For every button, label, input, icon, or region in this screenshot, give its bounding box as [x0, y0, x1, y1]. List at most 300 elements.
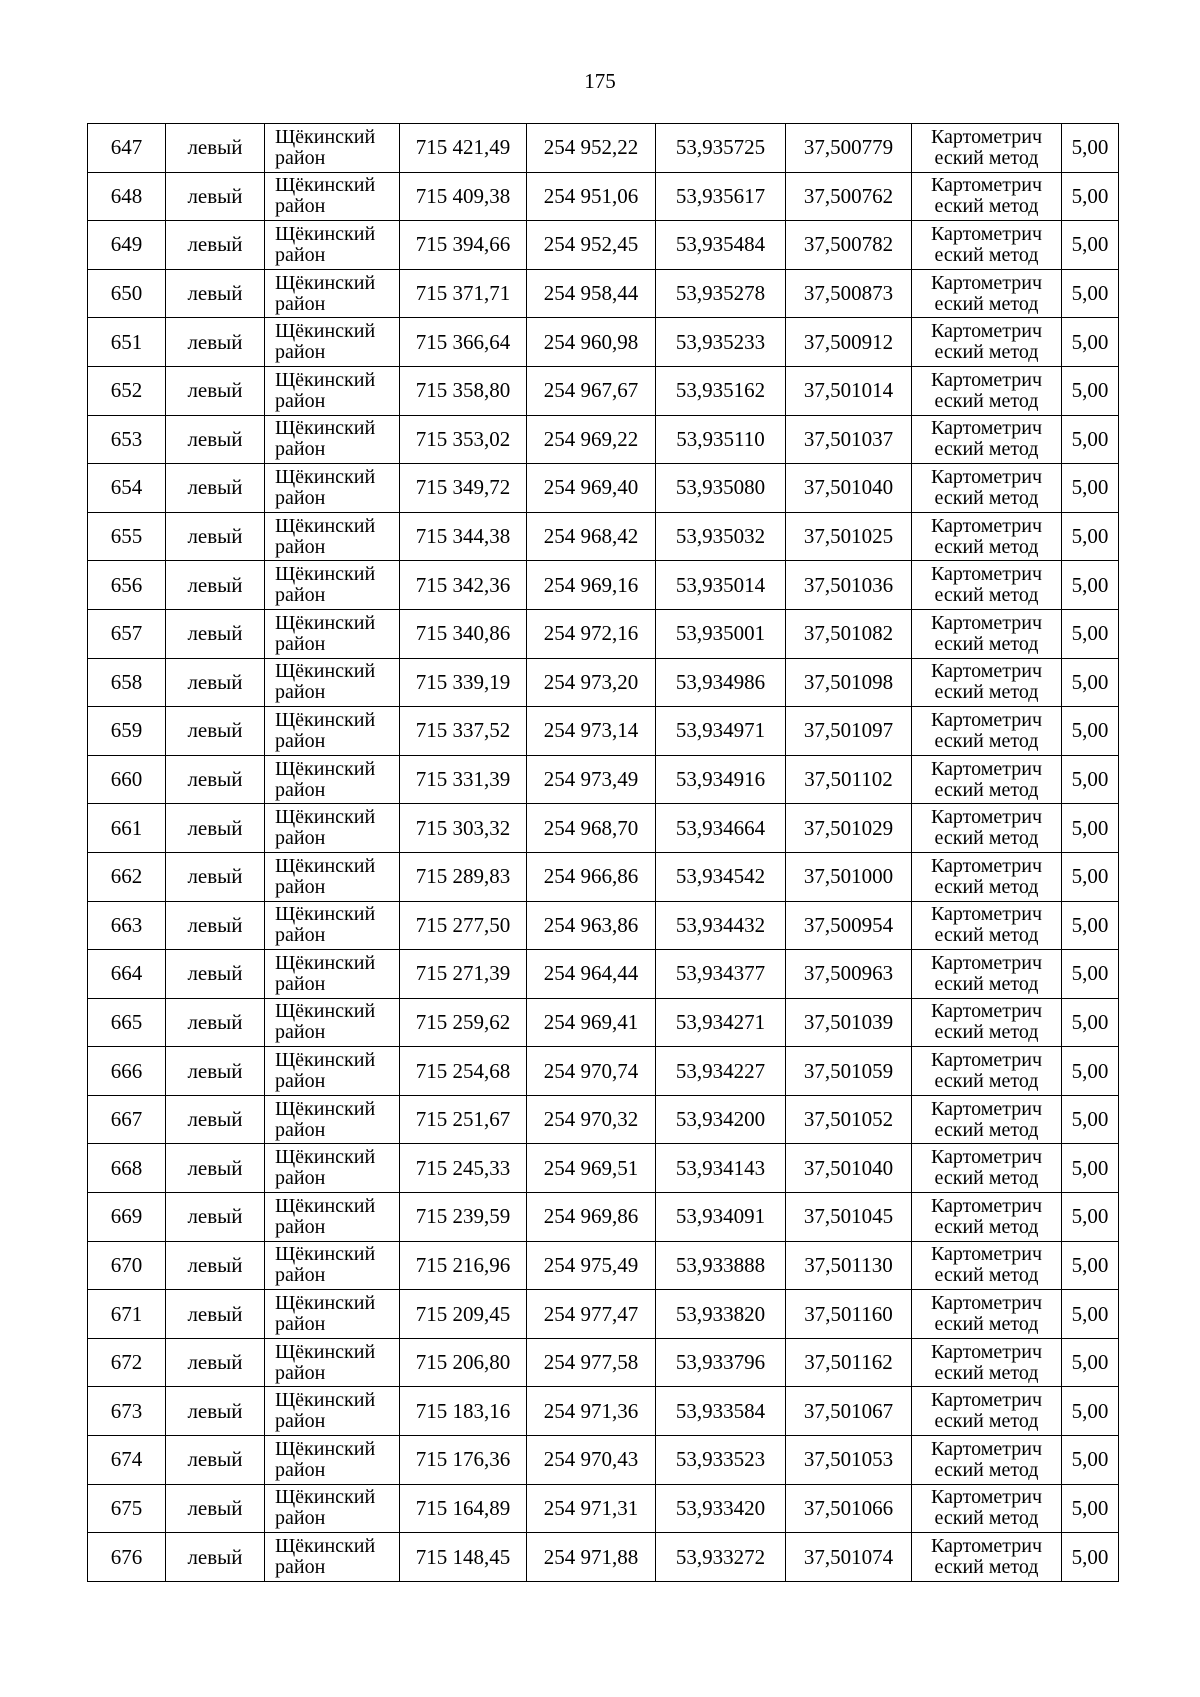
method-cell	[912, 561, 1062, 610]
method-cell-text: Картометрич еский метод	[930, 611, 1043, 655]
side-cell-text: левый	[187, 135, 243, 160]
y-coordinate-cell	[527, 172, 656, 221]
latitude-cell-text: 53,935080	[675, 475, 766, 500]
latitude-cell	[656, 609, 786, 658]
x-coordinate-cell-text: 715 353,02	[415, 426, 511, 451]
longitude-cell-text: 37,501102	[804, 767, 893, 792]
point-number-cell-text: 648	[110, 183, 143, 208]
method-cell	[912, 707, 1062, 756]
side-cell	[166, 221, 265, 270]
longitude-cell	[786, 901, 912, 950]
side-cell	[166, 707, 265, 756]
table-row	[88, 998, 1119, 1047]
side-cell-text: левый	[187, 767, 243, 792]
accuracy-cell-text: 5,00	[1071, 1398, 1109, 1423]
district-cell	[265, 512, 400, 561]
latitude-cell	[656, 658, 786, 707]
page-number: 175	[584, 69, 616, 93]
district-cell-text: Щёкинский район	[275, 1535, 376, 1579]
x-coordinate-cell-text: 715 371,71	[415, 281, 511, 306]
accuracy-cell-text: 5,00	[1071, 1204, 1109, 1229]
accuracy-cell	[1062, 998, 1119, 1047]
district-cell-text: Щёкинский район	[275, 1292, 376, 1336]
method-cell	[912, 464, 1062, 513]
method-cell-text: Картометрич еский метод	[930, 1340, 1043, 1384]
longitude-cell	[786, 464, 912, 513]
longitude-cell-text: 37,501045	[803, 1204, 894, 1229]
longitude-cell	[786, 221, 912, 270]
point-number-cell	[88, 1193, 166, 1242]
table-row	[88, 755, 1119, 804]
x-coordinate-cell-text: 715 421,49	[415, 135, 511, 160]
longitude-cell-text: 37,500963	[803, 961, 894, 986]
method-cell-text: Картометрич еский метод	[930, 708, 1043, 752]
latitude-cell	[656, 561, 786, 610]
table-row	[88, 707, 1119, 756]
x-coordinate-cell	[400, 852, 527, 901]
x-coordinate-cell	[400, 609, 527, 658]
longitude-cell-text: 37,500912	[803, 329, 894, 354]
accuracy-cell	[1062, 901, 1119, 950]
method-cell	[912, 1193, 1062, 1242]
district-cell	[265, 124, 400, 173]
district-cell	[265, 998, 400, 1047]
district-cell	[265, 852, 400, 901]
accuracy-cell	[1062, 318, 1119, 367]
x-coordinate-cell-text: 715 164,89	[415, 1495, 511, 1520]
point-number-cell	[88, 561, 166, 610]
x-coordinate-cell	[400, 561, 527, 610]
method-cell-text: Картометрич еский метод	[930, 1535, 1043, 1579]
latitude-cell	[656, 124, 786, 173]
point-number-cell	[88, 998, 166, 1047]
x-coordinate-cell-text: 715 337,52	[415, 718, 511, 743]
latitude-cell-text: 53,933523	[675, 1447, 766, 1472]
point-number-cell	[88, 221, 166, 270]
method-cell	[912, 221, 1062, 270]
side-cell	[166, 901, 265, 950]
side-cell-text: левый	[187, 1495, 243, 1520]
point-number-cell	[88, 609, 166, 658]
y-coordinate-cell-text: 254 969,40	[543, 475, 639, 500]
longitude-cell-text: 37,501066	[803, 1495, 894, 1520]
x-coordinate-cell	[400, 1387, 527, 1436]
side-cell	[166, 1241, 265, 1290]
latitude-cell	[656, 1144, 786, 1193]
district-cell	[265, 172, 400, 221]
y-coordinate-cell-text: 254 958,44	[543, 281, 639, 306]
table-row	[88, 561, 1119, 610]
side-cell	[166, 658, 265, 707]
latitude-cell-text: 53,934377	[675, 961, 766, 986]
latitude-cell	[656, 1484, 786, 1533]
method-cell-text: Картометрич еский метод	[930, 271, 1043, 315]
x-coordinate-cell-text: 715 176,36	[415, 1447, 511, 1472]
method-cell-text: Картометрич еский метод	[930, 660, 1043, 704]
side-cell	[166, 415, 265, 464]
x-coordinate-cell	[400, 512, 527, 561]
side-cell	[166, 852, 265, 901]
method-cell	[912, 901, 1062, 950]
district-cell-text: Щёкинский район	[275, 951, 376, 995]
accuracy-cell-text: 5,00	[1071, 912, 1109, 937]
accuracy-cell-text: 5,00	[1071, 864, 1109, 889]
longitude-cell-text: 37,500873	[803, 281, 894, 306]
method-cell	[912, 1290, 1062, 1339]
district-cell-text: Щёкинский район	[275, 708, 376, 752]
method-cell-text: Картометрич еский метод	[930, 417, 1043, 461]
district-cell	[265, 609, 400, 658]
longitude-cell-text: 37,501082	[803, 621, 894, 646]
y-coordinate-cell	[527, 658, 656, 707]
x-coordinate-cell	[400, 950, 527, 999]
latitude-cell-text: 53,934664	[675, 815, 766, 840]
accuracy-cell-text: 5,00	[1071, 1350, 1109, 1375]
x-coordinate-cell-text: 715 216,96	[415, 1252, 511, 1277]
method-cell	[912, 269, 1062, 318]
x-coordinate-cell-text: 715 340,86	[415, 621, 511, 646]
side-cell-text: левый	[187, 1058, 243, 1083]
side-cell	[166, 998, 265, 1047]
accuracy-cell-text: 5,00	[1071, 329, 1109, 354]
y-coordinate-cell	[527, 464, 656, 513]
accuracy-cell	[1062, 609, 1119, 658]
side-cell	[166, 464, 265, 513]
point-number-cell	[88, 1095, 166, 1144]
latitude-cell-text: 53,935014	[675, 572, 766, 597]
x-coordinate-cell	[400, 755, 527, 804]
longitude-cell	[786, 804, 912, 853]
side-cell-text: левый	[187, 815, 243, 840]
point-number-cell	[88, 464, 166, 513]
method-cell-text: Картометрич еский метод	[930, 1146, 1043, 1190]
x-coordinate-cell-text: 715 344,38	[415, 524, 511, 549]
point-number-cell-text: 673	[110, 1398, 143, 1423]
side-cell-text: левый	[187, 1252, 243, 1277]
latitude-cell-text: 53,934432	[675, 912, 766, 937]
latitude-cell	[656, 852, 786, 901]
point-number-cell-text: 675	[110, 1495, 143, 1520]
point-number-cell-text: 670	[110, 1252, 143, 1277]
y-coordinate-cell	[527, 1338, 656, 1387]
longitude-cell	[786, 172, 912, 221]
table-row	[88, 464, 1119, 513]
y-coordinate-cell-text: 254 969,16	[543, 572, 639, 597]
latitude-cell	[656, 901, 786, 950]
longitude-cell-text: 37,501162	[804, 1350, 893, 1375]
x-coordinate-cell	[400, 124, 527, 173]
district-cell-text: Щёкинский район	[275, 1389, 376, 1433]
point-number-cell-text: 660	[110, 767, 143, 792]
x-coordinate-cell	[400, 1095, 527, 1144]
accuracy-cell	[1062, 512, 1119, 561]
y-coordinate-cell	[527, 269, 656, 318]
latitude-cell-text: 53,933420	[675, 1495, 766, 1520]
point-number-cell	[88, 366, 166, 415]
point-number-cell	[88, 269, 166, 318]
table-row	[88, 1484, 1119, 1533]
district-cell	[265, 755, 400, 804]
side-cell-text: левый	[187, 1009, 243, 1034]
x-coordinate-cell-text: 715 251,67	[415, 1107, 511, 1132]
accuracy-cell	[1062, 658, 1119, 707]
point-number-cell	[88, 1338, 166, 1387]
longitude-cell-text: 37,501040	[803, 475, 894, 500]
district-cell-text: Щёкинский район	[275, 271, 376, 315]
point-number-cell-text: 669	[110, 1204, 143, 1229]
side-cell-text: левый	[187, 1107, 243, 1132]
latitude-cell	[656, 221, 786, 270]
longitude-cell-text: 37,501039	[803, 1009, 894, 1034]
table-row	[88, 221, 1119, 270]
district-cell-text: Щёкинский район	[275, 806, 376, 850]
y-coordinate-cell-text: 254 966,86	[543, 864, 639, 889]
longitude-cell	[786, 1095, 912, 1144]
district-cell-text: Щёкинский район	[275, 903, 376, 947]
x-coordinate-cell-text: 715 254,68	[415, 1058, 511, 1083]
x-coordinate-cell	[400, 707, 527, 756]
latitude-cell-text: 53,933584	[675, 1398, 766, 1423]
side-cell	[166, 1436, 265, 1485]
district-cell	[265, 658, 400, 707]
y-coordinate-cell-text: 254 968,42	[543, 524, 639, 549]
x-coordinate-cell	[400, 998, 527, 1047]
latitude-cell-text: 53,934227	[675, 1058, 766, 1083]
longitude-cell	[786, 1338, 912, 1387]
y-coordinate-cell-text: 254 973,14	[543, 718, 639, 743]
point-number-cell	[88, 901, 166, 950]
y-coordinate-cell	[527, 609, 656, 658]
method-cell	[912, 658, 1062, 707]
district-cell-text: Щёкинский район	[275, 368, 376, 412]
district-cell-text: Щёкинский район	[275, 222, 376, 266]
accuracy-cell	[1062, 950, 1119, 999]
longitude-cell-text: 37,501067	[803, 1398, 894, 1423]
x-coordinate-cell-text: 715 259,62	[415, 1009, 511, 1034]
side-cell-text: левый	[187, 1155, 243, 1180]
method-cell-text: Картометрич еский метод	[930, 1292, 1043, 1336]
method-cell-text: Картометрич еский метод	[930, 1097, 1043, 1141]
accuracy-cell-text: 5,00	[1071, 718, 1109, 743]
x-coordinate-cell	[400, 172, 527, 221]
district-cell-text: Щёкинский район	[275, 125, 376, 169]
method-cell-text: Картометрич еский метод	[930, 368, 1043, 412]
point-number-cell	[88, 1387, 166, 1436]
y-coordinate-cell-text: 254 972,16	[543, 621, 639, 646]
district-cell-text: Щёкинский район	[275, 757, 376, 801]
table-row	[88, 1533, 1119, 1582]
y-coordinate-cell-text: 254 971,88	[543, 1544, 639, 1569]
table-row	[88, 366, 1119, 415]
method-cell-text: Картометрич еский метод	[930, 1486, 1043, 1530]
table-row	[88, 269, 1119, 318]
accuracy-cell	[1062, 1144, 1119, 1193]
y-coordinate-cell	[527, 707, 656, 756]
point-number-cell	[88, 804, 166, 853]
x-coordinate-cell	[400, 804, 527, 853]
accuracy-cell	[1062, 1290, 1119, 1339]
accuracy-cell	[1062, 1095, 1119, 1144]
latitude-cell-text: 53,933888	[675, 1252, 766, 1277]
table-row	[88, 512, 1119, 561]
x-coordinate-cell	[400, 1241, 527, 1290]
x-coordinate-cell-text: 715 366,64	[415, 329, 511, 354]
accuracy-cell	[1062, 464, 1119, 513]
district-cell	[265, 1436, 400, 1485]
district-cell	[265, 1290, 400, 1339]
table-row	[88, 609, 1119, 658]
method-cell-text: Картометрич еский метод	[930, 514, 1043, 558]
point-number-cell	[88, 124, 166, 173]
point-number-cell	[88, 950, 166, 999]
y-coordinate-cell-text: 254 969,22	[543, 426, 639, 451]
y-coordinate-cell-text: 254 977,47	[543, 1301, 639, 1326]
method-cell-text: Картометрич еский метод	[930, 1437, 1043, 1481]
point-number-cell-text: 662	[110, 864, 143, 889]
accuracy-cell-text: 5,00	[1071, 183, 1109, 208]
latitude-cell-text: 53,934916	[675, 767, 766, 792]
y-coordinate-cell-text: 254 968,70	[543, 815, 639, 840]
latitude-cell-text: 53,934971	[675, 718, 766, 743]
y-coordinate-cell	[527, 318, 656, 367]
x-coordinate-cell	[400, 1533, 527, 1582]
y-coordinate-cell	[527, 1047, 656, 1096]
table-row	[88, 415, 1119, 464]
y-coordinate-cell-text: 254 963,86	[543, 912, 639, 937]
y-coordinate-cell-text: 254 970,32	[543, 1107, 639, 1132]
latitude-cell	[656, 366, 786, 415]
longitude-cell-text: 37,501097	[803, 718, 894, 743]
accuracy-cell-text: 5,00	[1071, 1544, 1109, 1569]
side-cell-text: левый	[187, 524, 243, 549]
y-coordinate-cell-text: 254 970,43	[543, 1447, 639, 1472]
x-coordinate-cell-text: 715 245,33	[415, 1155, 511, 1180]
side-cell-text: левый	[187, 1544, 243, 1569]
district-cell-text: Щёкинский район	[275, 563, 376, 607]
side-cell	[166, 1484, 265, 1533]
method-cell-text: Картометрич еский метод	[930, 1000, 1043, 1044]
x-coordinate-cell	[400, 1047, 527, 1096]
longitude-cell	[786, 658, 912, 707]
latitude-cell-text: 53,934542	[675, 864, 766, 889]
latitude-cell-text: 53,935032	[675, 524, 766, 549]
longitude-cell-text: 37,501029	[803, 815, 894, 840]
table-row	[88, 1436, 1119, 1485]
district-cell-text: Щёкинский район	[275, 611, 376, 655]
longitude-cell	[786, 1290, 912, 1339]
longitude-cell-text: 37,500779	[803, 135, 894, 160]
accuracy-cell	[1062, 804, 1119, 853]
accuracy-cell	[1062, 1387, 1119, 1436]
accuracy-cell	[1062, 707, 1119, 756]
method-cell	[912, 998, 1062, 1047]
side-cell-text: левый	[187, 232, 243, 257]
point-number-cell-text: 672	[110, 1350, 143, 1375]
method-cell-text: Картометрич еский метод	[930, 222, 1043, 266]
longitude-cell	[786, 1436, 912, 1485]
method-cell-text: Картометрич еский метод	[930, 757, 1043, 801]
x-coordinate-cell-text: 715 239,59	[415, 1204, 511, 1229]
longitude-cell-text: 37,500954	[803, 912, 894, 937]
accuracy-cell-text: 5,00	[1071, 232, 1109, 257]
y-coordinate-cell	[527, 1533, 656, 1582]
side-cell	[166, 1387, 265, 1436]
x-coordinate-cell-text: 715 206,80	[415, 1350, 511, 1375]
district-cell	[265, 1387, 400, 1436]
point-number-cell	[88, 512, 166, 561]
x-coordinate-cell	[400, 658, 527, 707]
longitude-cell-text: 37,501025	[803, 524, 894, 549]
accuracy-cell-text: 5,00	[1071, 572, 1109, 597]
method-cell	[912, 415, 1062, 464]
accuracy-cell	[1062, 1533, 1119, 1582]
y-coordinate-cell	[527, 1095, 656, 1144]
method-cell-text: Картометрич еский метод	[930, 1049, 1043, 1093]
side-cell-text: левый	[187, 183, 243, 208]
latitude-cell-text: 53,934200	[675, 1107, 766, 1132]
longitude-cell	[786, 318, 912, 367]
accuracy-cell	[1062, 269, 1119, 318]
table-row	[88, 804, 1119, 853]
y-coordinate-cell-text: 254 971,31	[543, 1495, 639, 1520]
longitude-cell-text: 37,501053	[803, 1447, 894, 1472]
side-cell	[166, 1047, 265, 1096]
side-cell-text: левый	[187, 621, 243, 646]
point-number-cell	[88, 1533, 166, 1582]
point-number-cell	[88, 1436, 166, 1485]
district-cell-text: Щёкинский район	[275, 1243, 376, 1287]
district-cell-text: Щёкинский район	[275, 854, 376, 898]
accuracy-cell	[1062, 221, 1119, 270]
district-cell	[265, 1193, 400, 1242]
side-cell-text: левый	[187, 475, 243, 500]
point-number-cell-text: 655	[110, 524, 143, 549]
accuracy-cell	[1062, 366, 1119, 415]
side-cell-text: левый	[187, 961, 243, 986]
method-cell-text: Картометрич еский метод	[930, 320, 1043, 364]
longitude-cell-text: 37,500782	[803, 232, 894, 257]
district-cell-text: Щёкинский район	[275, 174, 376, 218]
longitude-cell	[786, 1484, 912, 1533]
side-cell-text: левый	[187, 281, 243, 306]
accuracy-cell	[1062, 1436, 1119, 1485]
point-number-cell	[88, 1290, 166, 1339]
latitude-cell	[656, 172, 786, 221]
accuracy-cell	[1062, 1484, 1119, 1533]
x-coordinate-cell-text: 715 271,39	[415, 961, 511, 986]
latitude-cell	[656, 755, 786, 804]
longitude-cell	[786, 1387, 912, 1436]
x-coordinate-cell	[400, 415, 527, 464]
point-number-cell-text: 665	[110, 1009, 143, 1034]
side-cell-text: левый	[187, 426, 243, 451]
method-cell-text: Картометрич еский метод	[930, 806, 1043, 850]
district-cell-text: Щёкинский район	[275, 1437, 376, 1481]
method-cell	[912, 1484, 1062, 1533]
side-cell-text: левый	[187, 572, 243, 597]
point-number-cell	[88, 172, 166, 221]
accuracy-cell	[1062, 1193, 1119, 1242]
district-cell-text: Щёкинский район	[275, 1146, 376, 1190]
side-cell-text: левый	[187, 1350, 243, 1375]
method-cell	[912, 609, 1062, 658]
x-coordinate-cell	[400, 318, 527, 367]
accuracy-cell-text: 5,00	[1071, 961, 1109, 986]
side-cell-text: левый	[187, 912, 243, 937]
method-cell-text: Картометрич еский метод	[930, 465, 1043, 509]
method-cell	[912, 172, 1062, 221]
district-cell	[265, 464, 400, 513]
